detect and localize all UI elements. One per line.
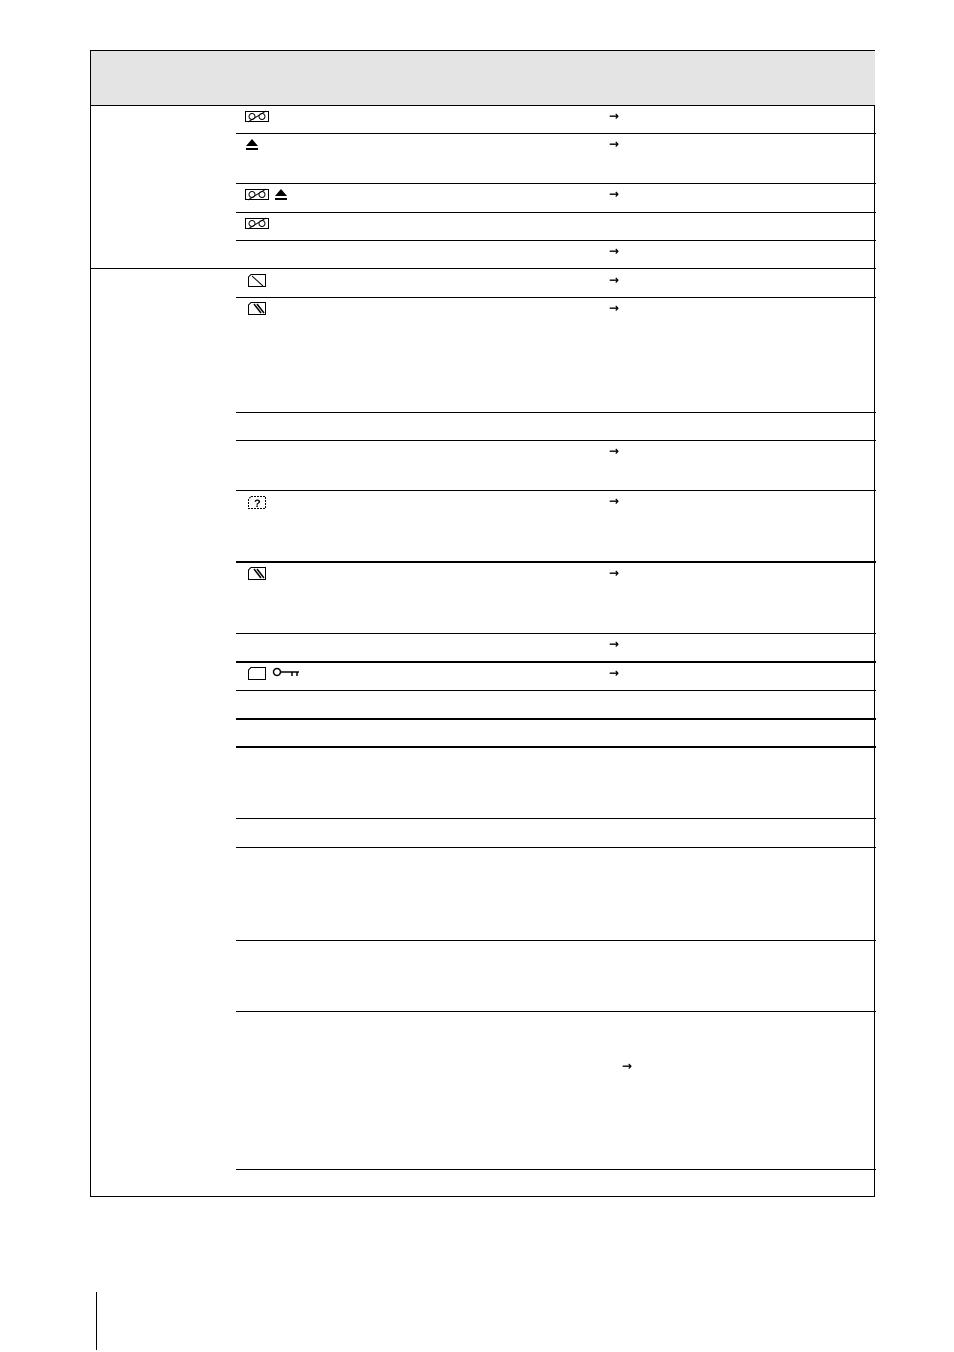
- row-divider: [236, 212, 876, 213]
- arrow-icon: →: [609, 109, 620, 123]
- memory-card-question-icon: [247, 495, 267, 509]
- table-header: [91, 51, 875, 106]
- memory-card-error-icon: [247, 301, 267, 315]
- memory-card-error-icon-2: [247, 566, 267, 580]
- row-divider: [236, 940, 876, 941]
- arrow-icon: →: [609, 301, 620, 315]
- row-divider: [236, 661, 876, 663]
- svg-text:?: ?: [254, 497, 261, 510]
- row-divider: [236, 133, 876, 134]
- row-divider: [236, 633, 876, 634]
- row-divider: [236, 690, 876, 691]
- margin-rule: [96, 1292, 97, 1350]
- row-divider: [236, 1169, 876, 1170]
- row-divider: [236, 412, 876, 413]
- cassette-icon: [245, 109, 269, 123]
- row-divider: [236, 847, 876, 848]
- section-divider: [90, 268, 876, 269]
- arrow-icon: →: [609, 273, 620, 287]
- memory-card-lock-icon: [247, 666, 300, 680]
- arrow-icon: →: [609, 137, 620, 151]
- row-divider: [236, 297, 876, 298]
- arrow-icon: →: [609, 494, 620, 508]
- row-divider: [236, 183, 876, 184]
- arrow-icon: →: [609, 187, 620, 201]
- row-divider: [236, 490, 876, 491]
- arrow-icon: →: [609, 444, 620, 458]
- row-divider: [236, 1011, 876, 1012]
- arrow-icon: →: [622, 1059, 633, 1073]
- row-divider: [236, 718, 876, 720]
- cassette-eject-icon: [245, 187, 288, 201]
- arrow-icon: →: [609, 566, 620, 580]
- arrow-icon: →: [609, 637, 620, 651]
- row-divider: [236, 440, 876, 441]
- row-divider: [236, 240, 876, 241]
- memory-card-icon: [247, 273, 267, 287]
- table-frame: [90, 50, 875, 1197]
- cassette-icon-2: [245, 216, 269, 230]
- row-divider: [236, 746, 876, 748]
- row-divider: [236, 818, 876, 819]
- arrow-icon: →: [609, 244, 620, 258]
- arrow-icon: →: [609, 666, 620, 680]
- eject-icon: [245, 137, 259, 151]
- row-divider: [236, 561, 876, 563]
